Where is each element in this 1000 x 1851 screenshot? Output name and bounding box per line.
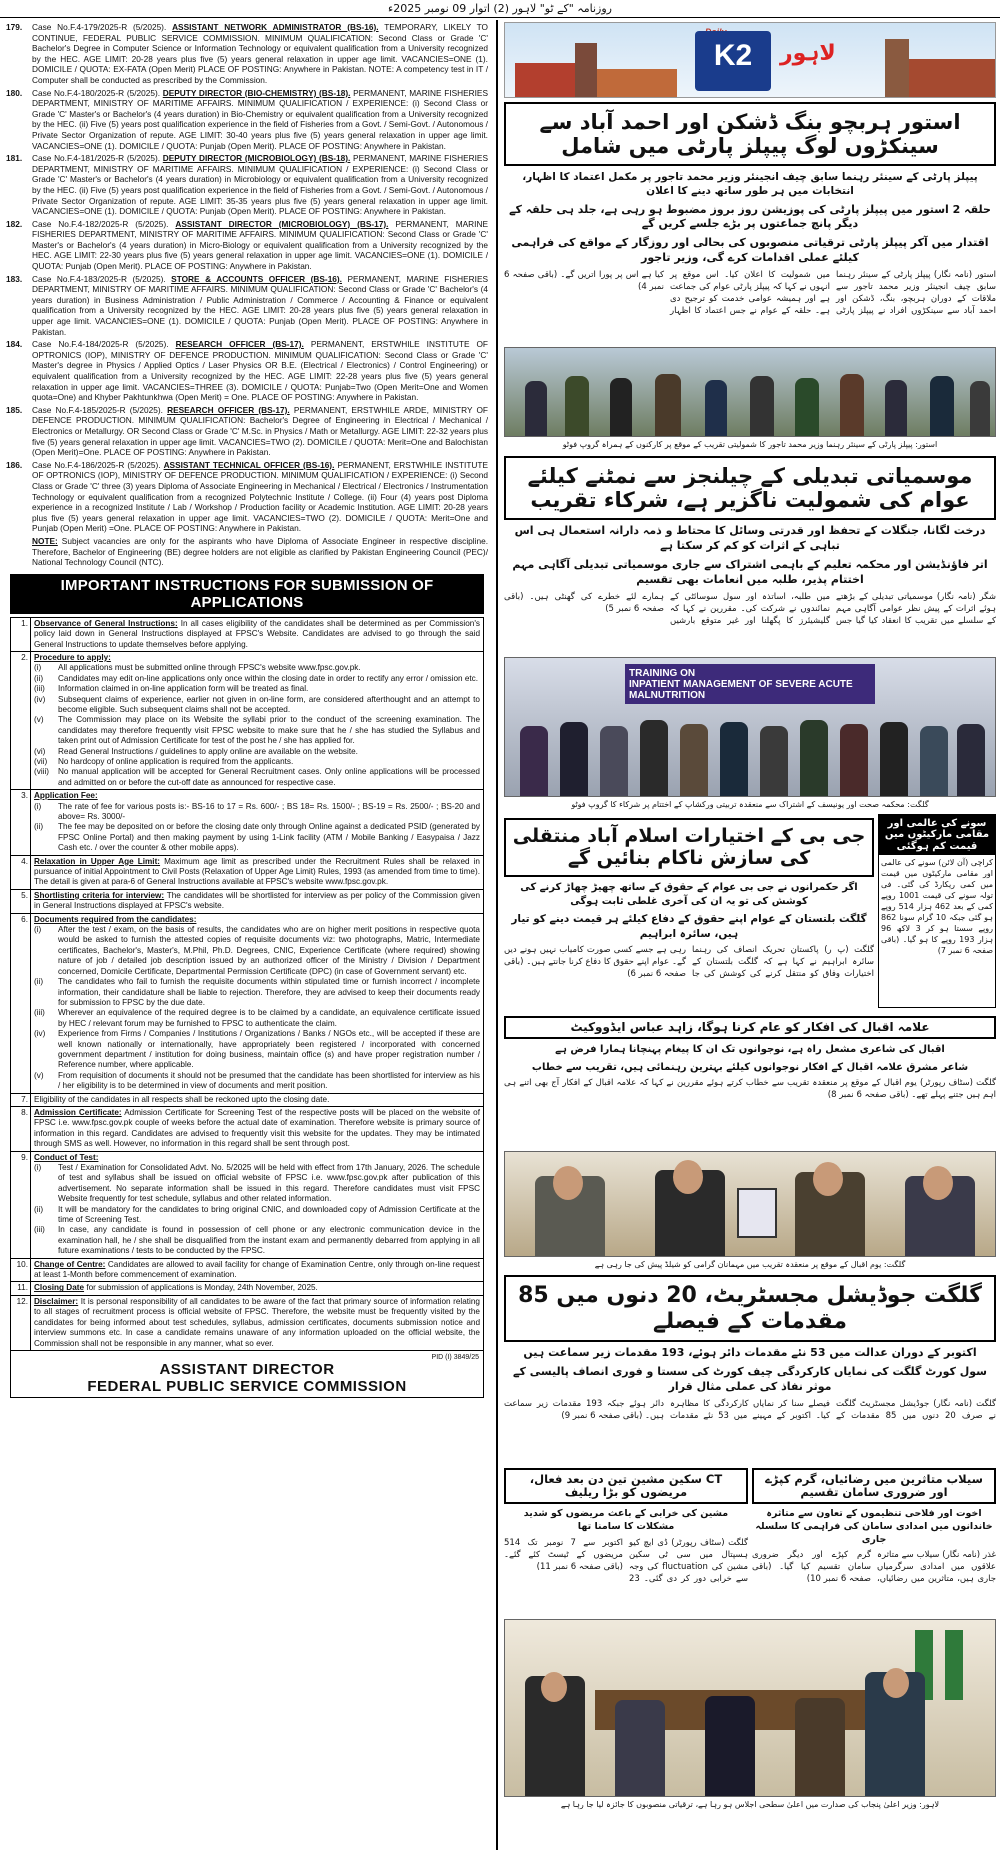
post-title: RESEARCH OFFICER (BS-17). <box>167 404 290 415</box>
story-1-body: استور (نامہ نگار) پیپلز پارٹی کے سینئر رہنما سابق چیف انجینئر وزیر محمد تاجور سے ملاقات کے دوران ہربچو، بنگ، ڈشکن اور احمد آباد سے سینکڑوں افراد نے پیپلز پارٹی میں شمولیت کا اعلان کیا۔ اس موقع پر انہوں نے کہا کہ پیپلز پارٹی عوام کی جماعت ہے اور ہمیشہ عوامی خدمت کو ترجیح دی ہے۔ حلقہ کے عوام نے جس اعتماد کا اظہار کیا ہے اس پر پورا اتریں گے۔ (باقی صفحہ 6 نمبر 4) <box>504 270 996 316</box>
minaret-illustration-right <box>885 39 909 97</box>
crowd-figure <box>885 380 907 436</box>
instruction-text: Eligibility of the candidates in all respects shall be reckoned upto the closing date. <box>34 1094 330 1104</box>
story-1-photo <box>504 347 996 437</box>
instruction-number: 6. <box>11 914 31 1093</box>
instruction-item <box>34 767 480 788</box>
story-2-headline-box <box>504 456 996 520</box>
story-7-headline-box <box>504 1468 748 1504</box>
gold-price-box <box>878 814 996 1008</box>
item-text: Candidates may edit on-line applications only once within the closing date in order to rectify any error / omission etc. <box>58 673 479 683</box>
instruction-number: 12. <box>11 1296 31 1350</box>
case-number: 180. <box>6 87 23 98</box>
crowd-figure <box>795 378 819 436</box>
story-6 <box>752 1464 996 1616</box>
instruction-heading: Disclaimer: <box>34 1296 79 1306</box>
instruction-text: In all cases eligibility of the candidates shall be determined as per Commission's policy laid down in General Instructions displayed at FPSC's Website. Candidates are advised to go through the said General Instructions to update themselves before applying. <box>34 618 481 649</box>
case-body <box>32 22 488 86</box>
story-4-headline-box <box>504 1016 996 1040</box>
official-figure <box>705 1696 755 1796</box>
city-name: لاہور <box>780 41 836 66</box>
case-details: TEMPORARY, LIKELY TO CONTINUE, FEDERAL PUBLIC SERVICE COMMISSION. MINIMUM QUALIFICATION: Second Class or Grade 'C' Bachelor's Degree in Computer Science or Information Technology or equivalent qualification from a University recognized by the HEC. AGE LIMIT: 20-28 years plus five (5) years general relaxation in upper age limit. VACANCIES=ONE (1). DOMICILE / QUOTA: EX-FATA (Open Merit) PLACE OF POSTING: Anywhere in Pakistan. NOTE: A competency test in IT / Computer shall be conducted as prescribed by the Commission. <box>32 22 488 85</box>
story-1-subhead-3: اقتدار میں آکر پیپلز پارٹی ترقیاتی منصوبوں کی بحالی اور روزگار کے مواقع کی فراہمی کیلئے عملی اقدامات کرے گی، وزیر تاجور <box>511 236 989 265</box>
instruction-section <box>11 856 483 890</box>
crowd-figure <box>705 380 727 436</box>
story-4-text <box>504 1012 996 1148</box>
instruction-number: 11. <box>11 1282 31 1294</box>
instruction-number: 8. <box>11 1107 31 1151</box>
footer-line-1: ASSISTANT DIRECTOR <box>159 1360 335 1378</box>
story-6-body: غذر (نامہ نگار) سیلاب سے متاثرہ علاقوں میں امدادی سرگرمیاں جاری ہیں، متاثرین میں رضائیاں، گرم کپڑے اور دیگر ضروری سامان تقسیم کیا گیا۔ (باقی صفحہ 6 نمبر 10) <box>752 1550 996 1585</box>
shield-award <box>737 1188 777 1238</box>
item-text: From requisition of documents it should not be presumed that the candidate has been shortlisted for interview as his / her eligibility is to be determined in view of documents and merit position. <box>58 1070 480 1091</box>
instruction-heading: Procedure to apply: <box>34 652 111 662</box>
story-7-body: گلگت (سٹاف رپورٹر) ڈی ایچ کیو ہسپتال میں سی ٹی سکین مشین کی fluctuation کی وجہ سے خرابی دور کر دی گئی۔ 23 اکتوبر سے 7 نومبر تک 514 مریضوں کے ٹیسٹ کئے گئے۔ (باقی صفحہ 6 نمبر 11) <box>504 1537 748 1584</box>
instruction-heading: Application Fee: <box>34 791 98 801</box>
participant-figure <box>760 726 788 796</box>
instruction-heading: Change of Centre: <box>34 1259 106 1269</box>
story-1-subhead-1: پیپلز پارٹی کے سینئر رہنما سابق چیف انجینئر وزیر محمد تاجور پر مکمل اعتماد کا اظہار، انتخابات میں ہر طور ساتھ دینے کا اعلان <box>522 171 978 198</box>
participant-figure <box>920 726 948 796</box>
item-roman-numeral: (iv) <box>34 1029 46 1039</box>
masthead-date-line: روزنامہ "کے ٹو" لاہور (2) اتوار 09 نومبر 2025ء <box>0 0 1000 18</box>
training-banner-line-2: TRAINING ON <box>629 667 696 679</box>
case-body <box>32 405 488 458</box>
story-7-subhead: مشین کی خرابی کے باعث مریضوں کو شدید مشکلات کا سامنا تھا <box>523 1508 729 1532</box>
item-roman-numeral: (iii) <box>34 684 45 694</box>
crowd-figure <box>750 376 774 436</box>
post-title: ASSISTANT TECHNICAL OFFICER (BS-16). <box>163 459 335 470</box>
story-3-subhead-1: اگر حکمرانوں نے جی بی عوام کے حقوق کے ساتھ چھیڑ چھاڑ کرنے کی کوشش کی تو یہ ان کی آخری غلطی ثابت ہوگی <box>520 882 858 907</box>
item-text: The rate of fee for various posts is:- BS-16 to 17 = Rs. 600/- ; BS 18= Rs. 1500/- ; BS-19 = Rs. 2500/- ; BS-20 and above= Rs. 3000/- <box>58 801 480 821</box>
case-number: 184. <box>6 339 23 350</box>
participant-figure <box>680 724 708 796</box>
instruction-item <box>34 1071 480 1092</box>
story-1-headline-box <box>504 102 996 166</box>
instruction-number: 9. <box>11 1152 31 1258</box>
case-number: 182. <box>6 218 23 229</box>
instruction-item <box>34 1163 480 1205</box>
instruction-body <box>31 1259 483 1282</box>
item-roman-numeral: (viii) <box>34 767 50 777</box>
story-6-subhead: اخوت اور فلاحی تنظیموں کے تعاون سے متاثرہ خاندانوں میں امدادی سامان کی فراہمی کا سلسلہ جاری <box>755 1508 993 1545</box>
case-details: PERMANENT, MARINE FISHERIES DEPARTMENT, MINISTRY OF MARITIME AFFAIRS. MINIMUM QUALIFICATION: Second Class or Grade 'C' Master's or Bachelor's (4 years duration) in Micro-Biology or equivalent qualification from a University recognized by the HEC. AGE LIMIT: 22-30 years plus five (5) years general relaxation in upper age limit. VACANCIES=ONE (1). DOMICILE / QUOTA: Punjab (Open Merit). PLACE OF POSTING: Anywhere in Pakistan. <box>32 218 488 272</box>
item-text: The fee may be deposited on or before the closing date only through Online against a dedicated PSID (generated by FPSC Online Portal) and then making payment by using 1-Link facility (ATM / Mobile Banking / Easypaisa / Jazz Cash etc. / over the counter & other mobile apps). <box>58 822 480 853</box>
case-details: PERMANENT, MARINE FISHERIES DEPARTMENT, MINISTRY OF MARITIME AFFAIRS. MINIMUM QUALIFICATION: Second Class or Grade 'C' Bachelor's (4 years duration) in Business Administration / Public Administration / Commerce / Accounting & Finance or equivalent qualification from a University recognized by the HEC. AGE LIMIT: 20-28 years plus five (5) years general relaxation in upper age limit. VACANCIES=ONE (1). DOMICILE / QUOTA: Punjab (Open Merit). PLACE OF POSTING: Anywhere in Pakistan. <box>32 273 488 337</box>
case-body <box>32 339 488 403</box>
instruction-heading: Shortlisting criteria for interview: <box>34 890 165 900</box>
case-details: PERMANENT, ERSTWHILE ARDE, MINISTRY OF DEFENCE PRODUCTION. MINIMUM QUALIFICATION: Bachelor's Degree of Engineering in Electrical / Mechanical / Electronics or Metallurgy. OR Second Class or Grade 'C' M.Sc. in Physics / Math or Metallurgy. AGE LIMIT: 22-32 years plus five (5) years general relaxation in upper age limit. VACANCIES=TWO (2). DOMICILE / QUOTA: Merit=One and Balochistan (Open Merit)=One. PLACE OF POSTING: Anywhere in Pakistan. <box>32 404 488 458</box>
item-roman-numeral: (ii) <box>34 822 44 832</box>
participant-figure <box>720 722 748 796</box>
story-2-caption: گلگت: محکمہ صحت اور یونیسف کے اشتراک سے منعقدہ تربیتی ورکشاپ کے اختتام پر شرکاء کا گروپ فوٹو <box>571 799 929 809</box>
instruction-body <box>31 1152 483 1258</box>
case-entry <box>6 22 488 86</box>
story-1-caption: استور: پیپلز پارٹی کے سینئر رہنما وزیر محمد تاجور کا شمولیتی تقریب کے موقع پر کارکنوں کے ہمراہ گروپ فوٹو <box>562 440 938 449</box>
instruction-heading: Documents required from the candidates: <box>34 914 197 924</box>
instruction-number: 2. <box>11 652 31 789</box>
crowd-figure <box>610 378 632 436</box>
advert-footer <box>10 1351 484 1398</box>
instruction-body <box>31 618 483 651</box>
item-roman-numeral: (i) <box>34 663 42 673</box>
minaret-illustration <box>575 43 597 97</box>
case-entry <box>6 274 488 338</box>
participant-figure <box>520 726 548 796</box>
training-banner <box>625 664 875 704</box>
instruction-heading: Observance of General Instructions: <box>34 618 178 628</box>
item-text: Experience from Firms / Companies / Institutions / Organizations / Banks / NGOs etc., will be accepted if these are well known nationally or internationally, have appropriately been registered / incorporated with concerned government department / institution for doing business, maintain office (s) and have proper registration number / Reference number, where applicable. <box>58 1029 480 1070</box>
instruction-body <box>31 890 483 913</box>
case-details: PERMANENT, ERSTWHILE INSTITUTE OF OPTRONICS (IOP), MINISTRY OF DEFENCE PRODUCTION. MINIMUM QUALIFICATION / EXPERIENCE: (i) Second Class or Grade 'C' three (3) years Diploma of Associate Engineering in Mechanical / Electrical / Electronics / Instrumentation Technology or equivalent qualification from a recognized Polytechnic Institute / College. (ii) Four (4) years post Diploma experience in a recognized Institute / Lab / Workshop / Production facility or Academic Institution. AGE LIMIT: 20-28 years plus five (5) years general relaxation in upper age limit. VACANCIES=TWO (2). DOMICILE / QUOTA: Merit=One and Punjab (Open Merit) =One. PLACE OF POSTING: Anywhere in Pakistan. <box>32 459 488 534</box>
story-4-subhead-1: اقبال کی شاعری مشعل راہ ہے، نوجوانوں تک ان کا پیغام پہنچانا ہمارا فرض ہے <box>555 1044 945 1056</box>
instruction-item <box>34 1029 480 1071</box>
instruction-text: It is personal responsibility of all candidates to be aware of the fact that primary source of information relating to all stages of recruitment process is official website of FPSC. Therefore, the website must be frequently visited by the candidates for being informed about test schedules, syllabus, admission certificates, documents submission notice and interview summons etc. In case a candidate remains unaware of any information uploaded on the official website, the Commission shall not be responsible in any manner, what so ever. <box>34 1296 480 1348</box>
instruction-body <box>31 1107 483 1151</box>
instruction-section <box>11 1107 483 1152</box>
participant-figure <box>800 720 828 796</box>
case-entry <box>6 405 488 458</box>
item-text: Read General Instructions / guidelines to apply online are available on the website. <box>58 746 358 756</box>
newspaper-logo-banner <box>504 22 996 98</box>
item-text: It will be mandatory for the candidates to bring original CNIC, and downloaded copy of Admission Certificate at the time of Screening Test. <box>58 1204 480 1225</box>
instruction-item <box>34 977 480 1008</box>
item-roman-numeral: (i) <box>34 925 42 935</box>
post-title: STORE & ACCOUNTS OFFICER (BS-16). <box>171 273 342 284</box>
instruction-number: 4. <box>11 856 31 889</box>
instruction-number: 7. <box>11 1094 31 1106</box>
case-details: PERMANENT, MARINE FISHERIES DEPARTMENT, MINISTRY OF MARITIME AFFAIRS. MINIMUM QUALIFICATION / EXPERIENCE: (i) Second Class or Grade 'C' Master's or Bachelor's (4 years duration) in Microbiology or equivalent qualification from a University recognized by the HEC. (ii) Five (5) years post qualification experience in the field of Fisheries from a Govt. / Semi-Govt. / Autonomous / Private Sector Organization of repute. AGE LIMIT: 35-35 years plus five (5) years general relaxation in upper age limit. VACANCIES=ONE (1). DOMICILE / QUOTA: Punjab (Open Merit). PLACE OF POSTING: Anywhere in Pakistan. <box>32 153 488 217</box>
participant-figure <box>600 726 628 796</box>
instruction-item <box>34 684 480 694</box>
instruction-section <box>11 790 483 855</box>
item-roman-numeral: (v) <box>34 715 44 725</box>
instruction-body <box>31 1296 483 1350</box>
crowd-figure <box>525 381 547 436</box>
instruction-section <box>11 890 483 914</box>
participant-figure <box>880 722 908 796</box>
story-6-7-row <box>504 1464 996 1616</box>
case-reference: Case No.F.4-180/2025-R (5/2025). <box>32 87 161 98</box>
instruction-item <box>34 747 480 757</box>
case-reference: Case No.F.4-184/2025-R (5/2025). <box>32 339 169 350</box>
story-5-headline: گلگت جوڈیشل مجسٹریٹ، 20 دنوں میں 85 مقدمات کے فیصلے <box>518 1283 982 1334</box>
instruction-body <box>31 1282 483 1294</box>
item-roman-numeral: (ii) <box>34 673 44 683</box>
instruction-heading: Conduct of Test: <box>34 1152 99 1162</box>
instruction-body <box>31 652 483 789</box>
case-body <box>32 274 488 338</box>
crowd-figure <box>970 381 990 436</box>
item-text: Test / Examination for Consolidated Advt. No. 5/2025 will be held with effect from 17th January, 2026. The schedule of test and syllabus shall be issued on official website of FPSC i.e. www.fpsc.gov.pk after publication of this advertisement. No separate information shall be issued in this regard. Therefore candidates must visit FPSC Website frequently for test schedule, syllabus and other related information. <box>58 1163 480 1204</box>
fpsc-advertisement <box>6 22 488 1847</box>
instruction-number: 5. <box>11 890 31 913</box>
instruction-body <box>31 790 483 854</box>
case-reference: Case No.F.4-183/2025-R (5/2025). <box>32 273 166 284</box>
story-4-photo <box>504 1151 996 1257</box>
case-entry <box>6 153 488 217</box>
case-reference: Case No.F.4-186/2025-R (5/2025). <box>32 459 161 470</box>
instruction-section <box>11 1282 483 1295</box>
story-4-headline: علامہ اقبال کی افکار کو عام کرنا ہوگا، زاہد عباس ایڈووکیٹ <box>570 1019 930 1034</box>
post-title: RESEARCH OFFICER (BS-17). <box>175 339 304 350</box>
instruction-item <box>34 1225 480 1256</box>
story-5-subhead-1: اکتوبر کے دوران عدالت میں 53 نئے مقدمات دائر ہوئے، 193 مقدمات زیر سماعت ہیں <box>523 1346 977 1360</box>
instructions-table <box>10 617 484 1351</box>
note-label: NOTE: <box>32 535 58 546</box>
note-text: Subject vacancies are only for the aspirants who have Diploma of Associate Engineer in respective discipline. Therefore, Bachelor of Engineering (BE) degree holders are not eligible as clarified by Pakistan Engineering Council (PEC)/ National Technology Council (NTC). <box>32 535 488 568</box>
instruction-heading: Admission Certificate: <box>34 1107 122 1117</box>
k2-logo: K2 <box>695 31 771 91</box>
instruction-text: for submission of applications is Monday, 24th November, 2025. <box>86 1283 318 1293</box>
story-7 <box>504 1464 748 1616</box>
column-divider <box>496 20 498 1850</box>
mosque-illustration <box>597 69 677 97</box>
item-text: No hardcopy of online application is required from the applicants. <box>58 756 294 766</box>
official-figure <box>795 1698 845 1796</box>
item-text: Wherever an equivalence of the required degree is to be claimed by a candidate, an equivalence certificate issued by HEC / relevant forum may be furnished to FPSC to authenticate the claim. <box>58 1008 480 1028</box>
item-text: Subsequent claims of experience, earlier not given in on-line form, are considered afterthought and an attempt to become eligible. Such subsequent claims shall not be accepted. <box>58 694 480 714</box>
case-number: 179. <box>6 22 23 32</box>
item-roman-numeral: (i) <box>34 801 42 811</box>
story-3-body: گلگت (پ ر) پاکستان تحریک انصاف کی رہنما سائرہ ابراہیم نے کہا ہے کہ گلگت بلتستان کے اختیارات وفاق کو منتقل کرنے کی کوشش کی جا رہی ہے جسے کسی صورت کامیاب نہیں ہونے دیں گے۔ عوام اپنے حقوق کا دفاع کرنا جانتے ہیں۔ (باقی صفحہ 6 نمبر 6) <box>504 944 874 979</box>
flag-punjab <box>945 1630 963 1700</box>
participant-figure <box>840 724 868 796</box>
item-text: No manual application will be accepted for General Recruitment cases. Only online applications will be processed and admitted on or before the cut-off date as announced for respective case. <box>58 767 480 787</box>
story-4-body: گلگت (سٹاف رپورٹر) یوم اقبال کے موقع پر منعقدہ تقریب سے خطاب کرتے ہوئے مقررین نے کہا کہ علامہ اقبال کے افکار آج بھی اتنے ہی اہم ہیں جتنے پہلے تھے۔ (باقی صفحہ 6 نمبر 8) <box>504 1078 996 1101</box>
instruction-section <box>11 618 483 652</box>
item-roman-numeral: (v) <box>34 1070 44 1080</box>
item-text: In case, any candidate is found in possession of cell phone or any electronic communication device in the examination hall, he / she shall be disqualified from the instant exam and permanently debarred from applying in all future examinations / tests to be conducted by the FPSC. <box>58 1225 480 1256</box>
post-title: DEPUTY DIRECTOR (MICROBIOLOGY) (BS-18). <box>162 153 351 164</box>
instruction-number: 1. <box>11 618 31 651</box>
item-roman-numeral: (i) <box>34 1163 42 1172</box>
instruction-item <box>34 757 480 767</box>
story-2-subhead-1: درخت لگانا، جنگلات کے تحفظ اور قدرتی وسائل کا محتاط و ذمہ دارانہ استعمال ہی اس تباہی کے اثرات کو کم کر سکتا ہے <box>514 524 986 553</box>
story-6-headline: سیلاب متاثرین میں رضائیاں، گرم کپڑے اور ضروری سامان تقسیم <box>765 1471 983 1499</box>
case-body <box>32 460 488 534</box>
meeting-photo <box>504 1619 996 1797</box>
case-reference: Case No.F.4-179/2025-R (5/2025). <box>32 22 167 32</box>
item-text: After the test / exam, on the basis of results, the candidates who are on higher merit positions in respective quota would be asked to furnish the attested copies of requisite documents viz: two photographs, Matric, Intermediate certificates, Bachelor's, Master's, M.Phil, Ph.D. Degrees, CNIC, Experience Certificate (where required) showing nature of job / detailed job description issued by an authorized officer of the Ministry / Division / Department concerned, Domicile Certificate, Departmental Permission Certificate (DPC) (in case of Government servant) etc. <box>58 925 480 976</box>
item-text: Information claimed in on-line application form will be treated as final. <box>58 684 309 694</box>
story-3-row <box>504 814 996 1008</box>
case-reference: Case No.F.4-181/2025-R (5/2025). <box>32 153 161 164</box>
case-entry <box>6 219 488 272</box>
instruction-section <box>11 1259 483 1283</box>
case-body <box>32 88 488 152</box>
item-roman-numeral: (ii) <box>34 1204 44 1214</box>
instruction-section <box>11 652 483 790</box>
case-list <box>6 22 488 534</box>
item-roman-numeral: (vi) <box>34 746 46 756</box>
item-roman-numeral: (iii) <box>34 1008 45 1018</box>
item-roman-numeral: (ii) <box>34 977 44 987</box>
instruction-item <box>34 715 480 746</box>
instruction-item <box>34 822 480 853</box>
story-1-subhead-2: حلقہ 2 استور میں پیپلز پارٹی کی پوزیشن روز بروز مضبوط ہو رہی ہے، جلد ہی حلقہ کے دیگر پانچ جماعتوں پر بڑے جلسے کریں گے <box>509 202 991 231</box>
instruction-text: The candidates will be shortlisted for interview as per policy of the Commission given in General Instructions displayed at FPSC's website. <box>34 890 480 911</box>
crowd-figure <box>930 376 954 436</box>
case-reference: Case No.F.4-185/2025-R (5/2025). <box>32 404 163 415</box>
story-4-subhead-2: شاعر مشرق علامہ اقبال کے افکار نوجوانوں کیلئے بہترین رہنمائی ہیں، تقریب سے خطاب <box>531 1061 969 1073</box>
participant-figure <box>957 724 985 796</box>
case-number: 185. <box>6 404 23 415</box>
crowd-figure <box>565 376 589 436</box>
item-roman-numeral: (iv) <box>34 694 46 704</box>
instruction-text: Candidates are allowed to avail facility for change of Examination Centre, only through on-line request at least 1-Month before commencement of examination. <box>34 1259 480 1280</box>
instruction-section <box>11 1296 483 1350</box>
instruction-text: Maximum age limit as prescribed under the Recruitment Rules shall be relaxed in pursuance of initial Appointment to Civil Posts (Relaxation of Upper Age Limit) Rules, 1993 (as amended from time to time). The detail is given at para-6 of General Instructions available at FPSC's website www.fpsc.gov.pk. <box>34 856 480 887</box>
instruction-heading: Relaxation in Upper Age Limit: <box>34 856 161 866</box>
story-5-headline-box <box>504 1275 996 1342</box>
story-6-headline-box <box>752 1468 996 1504</box>
footer-line-2: FEDERAL PUBLIC SERVICE COMMISSION <box>87 1377 407 1395</box>
story-3-headline: جی بی کے اختیارات اسلام آباد منتقلی کی سازش ناکام بنائیں گے <box>512 824 866 869</box>
story-3-main <box>504 814 874 1008</box>
case-entry <box>6 88 488 152</box>
story-7-headline: CT سکین مشین تین دن بعد فعال، مریضوں کو بڑا ریلیف <box>529 1471 723 1499</box>
item-text: The Commission may place on its Website the syllabi prior to the conduct of the screening examination. The candidates may therefore frequently visit FPSC website to make sure that he / she has studied the Syllabus and taken print out of Admission Certificate for test of the post he / she has applied for. <box>58 715 480 746</box>
story-3-headline-box <box>504 818 874 878</box>
news-column <box>504 22 996 1847</box>
case-entry <box>6 339 488 403</box>
case-number: 183. <box>6 273 23 284</box>
post-title: ASSISTANT DIRECTOR (MICROBIOLOGY) (BS-17). <box>175 218 389 229</box>
crowd-figure <box>840 374 864 436</box>
instruction-body <box>31 856 483 889</box>
instruction-section <box>11 1152 483 1259</box>
case-number: 186. <box>6 459 23 470</box>
instruction-item <box>34 695 480 716</box>
fort-illustration-left <box>515 63 575 97</box>
fort-illustration-right <box>909 59 995 97</box>
advert-note <box>32 536 488 568</box>
instructions-title: IMPORTANT INSTRUCTIONS FOR SUBMISSION OF APPLICATIONS <box>10 574 484 614</box>
crowd-figure <box>655 374 681 436</box>
case-reference: Case No.F.4-182/2025-R (5/2025). <box>32 218 169 229</box>
instruction-number: 3. <box>11 790 31 854</box>
instruction-item <box>34 1008 480 1029</box>
gold-price-body: کراچی (آن لائن) سونے کی عالمی اور مقامی مارکیٹوں میں قیمت میں کمی ریکارڈ کی گئی۔ فی تولہ سونے کی قیمت 1001 روپے کمی کے بعد 462 ہزار 514 روپے ہو گئی جبکہ 10 گرام سونا 862 روپے سستا ہو کر 3 لاکھ 96 ہزار 193 روپے کا ہو گیا۔ (باقی صفحہ 6 نمبر 7) <box>881 858 994 956</box>
story-2-body: شگر (نامہ نگار) موسمیاتی تبدیلی کے بڑھتے ہوئے اثرات کے پیش نظر عوامی آگاہی مہم کے سلسلے میں تقریب کا انعقاد کیا گیا جس میں طلبہ، اساتذہ اور سول سوسائٹی کے نمائندوں نے شرکت کی۔ مقررین نے کہا کہ گلیشیئرز کا پگھلنا اور غیر متوقع بارشیں ہمارے لئے خطرے کی گھنٹی ہیں۔ (باقی صفحہ 6 نمبر 5) <box>504 591 996 626</box>
instruction-heading: Closing Date <box>34 1283 85 1293</box>
instruction-item <box>34 925 480 977</box>
case-details: PERMANENT, ERSTWHILE INSTITUTE OF OPTRONICS (IOP), MINISTRY OF DEFENCE PRODUCTION. MINIMUM QUALIFICATION: Second Class or Grade 'C' Master's degree in Physics / Applied Optics / Laser Physics OR B.E. (Electrical / Electronics) / Control Engineering) or equivalent qualification from a University recognized by the HEC. AGE LIMIT: 22-28 years plus five (5) years general relaxation in upper age limit. VACANCIES=THREE (3). DOMICILE / QUOTA: Punjab=Two (Open Merit=One and Women quota=One) and Khyber Pakhtunkhwa (Open Merit) = One. PLACE OF POSTING: Anywhere in Pakistan. <box>32 339 488 403</box>
instruction-section <box>11 914 483 1094</box>
meeting-caption: لاہور: وزیر اعلیٰ پنجاب کی صدارت میں اعلیٰ سطحی اجلاس ہو رہا ہے، ترقیاتی منصوبوں کا جائزہ لیا جا رہا ہے <box>560 1800 940 1810</box>
story-4-caption: گلگت: یوم اقبال کے موقع پر منعقدہ تقریب میں مہمانان گرامی کو شیلڈ پیش کی جا رہی ہے <box>594 1260 906 1270</box>
instruction-item <box>34 663 480 673</box>
instruction-text: Admission Certificate for Screening Test of the respective posts will be placed on the website of FPSC i.e. www.fpsc.gov.pk couple of weeks before the actual date of examination. Therefore website is primary source of information in this regard. Candidates are advised to frequently visit this website for the updates. They may be intimated through SMS as well. However, no information in this regard shall be sent through post. <box>34 1107 481 1149</box>
story-4-row <box>504 1012 996 1148</box>
item-roman-numeral: (vii) <box>34 756 48 766</box>
instruction-item <box>34 674 480 684</box>
official-figure <box>615 1700 665 1796</box>
post-title: ASSISTANT NETWORK ADMINISTRATOR (BS-16). <box>172 22 379 32</box>
participant-figure <box>640 720 668 796</box>
instruction-body <box>31 1094 483 1106</box>
item-text: The candidates who fail to furnish the requisite documents within stipulated time or furnish incorrect / incomplete information, their candidature shall be liable to rejection. Therefore, they are advised to keep their documents ready for submission to FPSC by the due date. <box>58 977 480 1007</box>
story-2-headline: موسمیاتی تبدیلی کے چیلنجز سے نمٹنے کیلئے عوام کی شمولیت ناگزیر ہے، شرکاء تقریب <box>527 464 973 513</box>
instruction-body <box>31 914 483 1093</box>
story-2-subhead-2: اتر فاؤنڈیشن اور محکمہ تعلیم کے باہمی اشتراک سے جاری موسمیاتی تبدیلی آگاہی مہم اختتام پذیر، طلبہ میں انعامات بھی تقسیم <box>512 557 988 586</box>
story-2-photo <box>504 657 996 797</box>
gold-price-headline: سونے کی عالمی اور مقامی مارکیٹوں میں قیمت کم ہوگئی <box>879 815 995 856</box>
instruction-item <box>34 802 480 823</box>
case-number: 181. <box>6 153 23 164</box>
story-5-body: گلگت (نامہ نگار) جوڈیشل مجسٹریٹ گلگت نے صرف 20 دنوں میں 85 مقدمات کے فیصلے سنا کر نمایاں کارکردگی کا مظاہرہ کیا۔ اکتوبر کے مہینے میں 53 نئے مقدمات دائر ہوئے جبکہ 193 مقدمات زیر سماعت ہیں۔ (باقی صفحہ 6 نمبر 9) <box>504 1398 996 1421</box>
case-details: PERMANENT, MARINE FISHERIES DEPARTMENT, MINISTRY OF MARITIME AFFAIRS. MINIMUM QUALIFICATION / EXPERIENCE: (i) Second Class or Grade 'C' Master's or Bachelor's (4 years duration) in Bio-Chemistry or equivalent qualification from a University recognized by the HEC. (ii) Five (5) years post qualification experience in the field of Fisheries from a Govt. / Semi-Govt. / Autonomous / Private Sector Organization of repute. AGE LIMIT: 30-40 years plus five (5) years general relaxation in upper age limit. VACANCIES=ONE (1). DOMICILE / QUOTA: Punjab (Open Merit). PLACE OF POSTING: Anywhere in Pakistan. <box>32 87 488 151</box>
case-body <box>32 219 488 272</box>
participant-figure <box>560 722 588 796</box>
training-banner-line-1: INPATIENT MANAGEMENT OF SEVERE ACUTE MALNUTRITION <box>629 678 853 701</box>
case-entry <box>6 460 488 534</box>
story-1-headline: استور ہربچو بنگ ڈشکن اور احمد آباد سے سینکڑوں لوگ پیپلز پارٹی میں شامل <box>539 110 961 159</box>
instruction-section <box>11 1094 483 1107</box>
post-title: DEPUTY DIRECTOR (BIO-CHEMISTRY) (BS-18). <box>162 87 351 98</box>
instruction-item <box>34 1205 480 1226</box>
story-3-subhead-2: گلگت بلتستان کے عوام اپنے حقوق کے دفاع کیلئے ہر قیمت دینے کو تیار ہیں، سائرہ ابراہیم <box>511 913 867 940</box>
item-roman-numeral: (iii) <box>34 1225 45 1235</box>
instruction-number: 10. <box>11 1259 31 1282</box>
case-body <box>32 153 488 217</box>
item-text: All applications must be submitted online through FPSC's website www.fpsc.gov.pk. <box>58 663 361 673</box>
story-5-subhead-2: سول کورٹ گلگت کی نمایاں کارکردگی چیف کورٹ کی سستا و فوری انصاف پالیسی کے موثر نفاذ کی عملی مثال قرار <box>513 1364 987 1393</box>
pid-number: PID (I) 3849/25 <box>431 1353 479 1361</box>
